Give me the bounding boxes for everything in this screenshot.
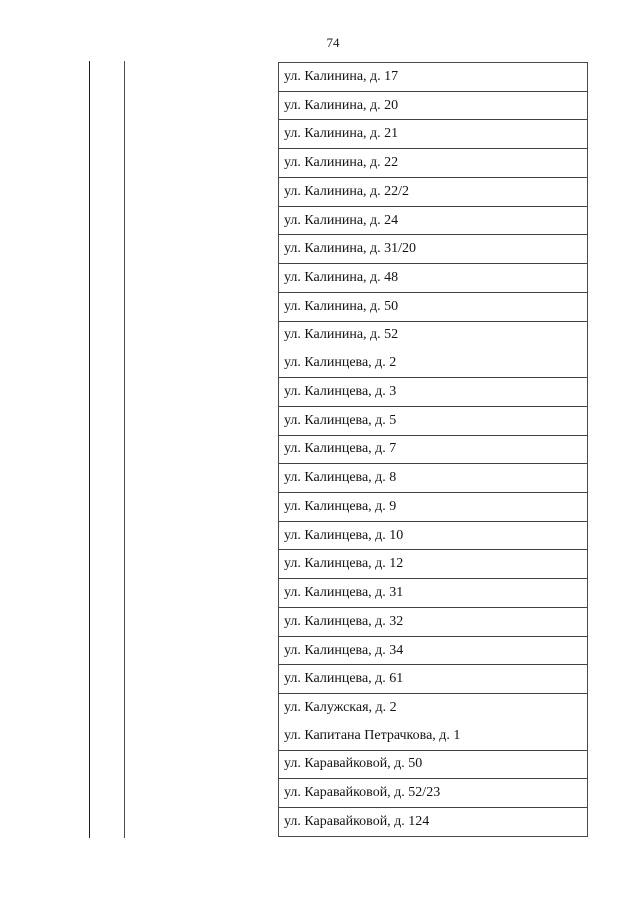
table-column-rule-left	[89, 61, 90, 838]
table-row	[279, 608, 587, 637]
table-row	[279, 464, 587, 493]
address-text: ул. Каравайковой, д. 124	[284, 813, 430, 829]
address-text: ул. Калинцева, д. 61	[284, 671, 404, 687]
page-number: 74	[326, 35, 340, 50]
table-row	[279, 436, 587, 465]
table-row	[279, 637, 587, 666]
address-text: ул. Калинина, д. 22	[284, 155, 399, 171]
table-row	[279, 235, 587, 264]
address-text: ул. Калинина, д. 48	[284, 270, 399, 285]
table-row	[279, 378, 587, 407]
address-text: ул. Калинцева, д. 7	[284, 441, 397, 457]
table-row	[279, 63, 587, 92]
table-row	[279, 751, 587, 780]
address-text: ул. Калинина, д. 20	[284, 97, 399, 113]
table-row	[279, 207, 587, 236]
table-row	[279, 550, 587, 579]
address-text: ул. Калинина, д. 22/2	[284, 183, 410, 199]
address-text: ул. Калинцева, д. 34	[284, 642, 404, 658]
address-text: ул. Калинцева, д. 31	[284, 585, 404, 601]
table-row	[279, 322, 587, 378]
table-row	[279, 522, 587, 551]
address-text: ул. Калужская, д. 2	[284, 700, 397, 716]
table-row	[279, 694, 587, 750]
table-column-rule-right	[124, 61, 125, 838]
table-row	[279, 178, 587, 207]
address-text: ул. Калинина, д. 52	[284, 327, 399, 343]
table-row	[279, 407, 587, 436]
table-row	[279, 293, 587, 322]
address-text: ул. Калинина, д. 50	[284, 298, 399, 314]
address-text: ул. Калинина, д. 31/20	[284, 241, 417, 257]
table-row	[279, 92, 587, 121]
table-row	[279, 493, 587, 522]
address-text: ул. Калинина, д. 21	[284, 126, 399, 142]
address-text: ул. Калинина, д. 17	[284, 68, 399, 84]
address-text: ул. Каравайковой, д. 50	[284, 756, 423, 772]
table-row	[279, 120, 587, 149]
table-row	[279, 779, 587, 808]
address-text: ул. Калинцева, д. 5	[284, 412, 397, 428]
table-row	[279, 149, 587, 178]
address-table	[278, 62, 588, 837]
table-row	[279, 808, 587, 836]
address-text: ул. Калинцева, д. 9	[284, 498, 397, 514]
table-row	[279, 579, 587, 608]
address-text: ул. Капитана Петрачкова, д. 1	[284, 727, 461, 743]
address-text: ул. Калинина, д. 24	[284, 212, 399, 228]
address-text: ул. Каравайковой, д. 52/23	[284, 785, 441, 801]
table-row	[279, 264, 587, 293]
address-text: ул. Калинцева, д. 32	[284, 613, 404, 629]
address-text: ул. Калинцева, д. 8	[284, 470, 397, 486]
address-text: ул. Калинцева, д. 12	[284, 556, 404, 572]
address-text: ул. Калинцева, д. 2	[284, 355, 397, 371]
address-text: ул. Калинцева, д. 3	[284, 383, 397, 399]
address-text: ул. Калинцева, д. 10	[284, 527, 404, 543]
table-row	[279, 665, 587, 694]
